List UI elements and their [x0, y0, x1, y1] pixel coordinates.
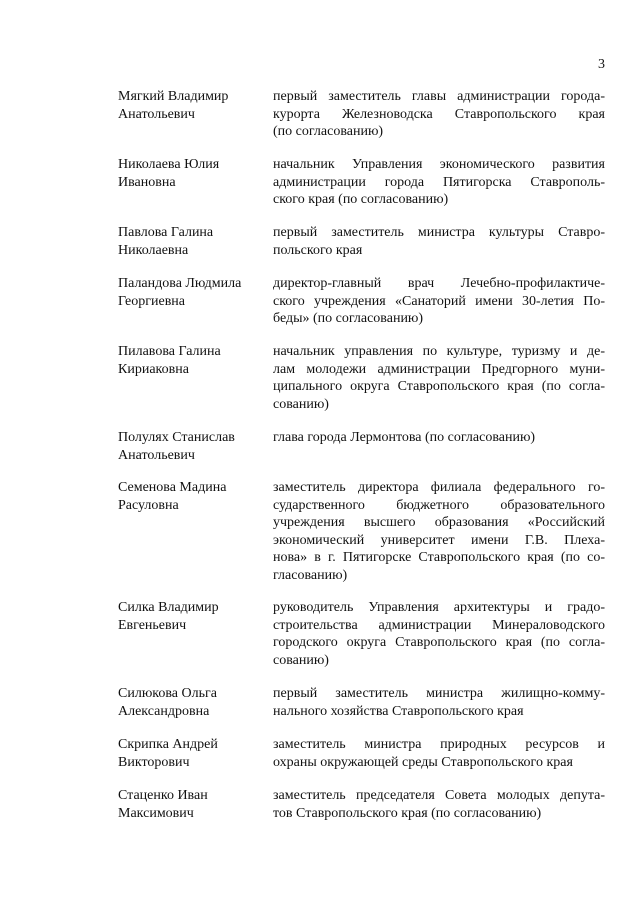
- member-name: [118, 429, 268, 464]
- position-line: заместитель директора филиала федерального го-: [273, 480, 605, 495]
- position-line: руководитель Управления архитектуры и градо-: [273, 600, 605, 615]
- position-line: сударственного бюджетного образовательного: [273, 497, 605, 513]
- position-line: сованию): [273, 396, 329, 412]
- member-patronymic: Евгеньевич: [118, 617, 187, 633]
- member-position: [273, 275, 605, 328]
- position-line: ского учреждения «Санаторий имени 30-летия По-: [273, 293, 605, 309]
- member-surname-firstname: Павлова Галина: [118, 225, 214, 240]
- list-item: [0, 224, 639, 275]
- list-item: [0, 429, 639, 479]
- member-patronymic: Анатольевич: [118, 447, 195, 463]
- position-line: директор-главный врач Лечебно-профилактиче-: [273, 276, 605, 291]
- member-name: [118, 156, 268, 191]
- member-name: [118, 685, 268, 720]
- position-line: ципального округа Ставропольского края (по согла-: [273, 379, 605, 394]
- member-name: [118, 787, 268, 822]
- member-surname-firstname: Николаева Юлия: [118, 157, 220, 172]
- member-name: [118, 736, 268, 771]
- list-item: [0, 736, 639, 787]
- member-patronymic: Максимович: [118, 805, 194, 821]
- member-name: [118, 275, 268, 310]
- member-position: [273, 343, 605, 413]
- member-name: [118, 599, 268, 634]
- member-position: [273, 224, 605, 259]
- member-surname-firstname: Силка Владимир: [118, 600, 219, 615]
- member-surname-firstname: Мягкий Владимир: [118, 89, 229, 104]
- member-list: [0, 88, 639, 827]
- member-surname-firstname: Пилавова Галина: [118, 344, 221, 359]
- member-patronymic: Ивановна: [118, 174, 176, 190]
- member-surname-firstname: Силюкова Ольга: [118, 686, 217, 701]
- member-position: [273, 599, 605, 669]
- position-line: учреждения высшего образования «Российский: [273, 515, 605, 530]
- member-name: [118, 224, 268, 259]
- position-line: администрации города Пятигорска Ставрополь-: [273, 174, 605, 190]
- member-surname-firstname: Паландова Людмила: [118, 276, 242, 291]
- member-patronymic: Расуловна: [118, 497, 179, 513]
- list-item: [0, 685, 639, 736]
- member-name: [118, 88, 268, 123]
- position-line: (по согласованию): [273, 124, 384, 139]
- member-position: [273, 429, 605, 447]
- list-item: [0, 787, 639, 827]
- position-line: нова» в г. Пятигорске Ставропольского края (по со-: [273, 550, 605, 565]
- position-line: первый заместитель главы администрации города-: [273, 89, 605, 104]
- list-item: [0, 88, 639, 156]
- list-item: [0, 156, 639, 224]
- member-surname-firstname: Полулях Станислав: [118, 430, 235, 445]
- position-line: ского края (по согласованию): [273, 192, 449, 207]
- member-surname-firstname: Семенова Мадина: [118, 480, 227, 495]
- position-line: нального хозяйства Ставропольского края: [273, 703, 524, 719]
- list-item: [0, 599, 639, 685]
- position-line: сованию): [273, 652, 329, 668]
- member-patronymic: Георгиевна: [118, 293, 186, 309]
- member-position: [273, 736, 605, 771]
- list-item: [0, 275, 639, 343]
- member-patronymic: Кириаковна: [118, 361, 189, 377]
- member-name: [118, 479, 268, 514]
- member-patronymic: Александровна: [118, 703, 210, 719]
- position-line: строительства администрации Минераловодского: [273, 617, 605, 633]
- position-line: первый заместитель министра жилищно-комму-: [273, 686, 605, 701]
- member-patronymic: Викторович: [118, 754, 190, 770]
- position-line: начальник управления по культуре, туризму и де-: [273, 344, 605, 359]
- position-line: польского края: [273, 242, 363, 258]
- member-position: [273, 685, 605, 720]
- position-line: глава города Лермонтова (по согласованию): [273, 430, 536, 445]
- page-number: 3: [598, 57, 605, 72]
- member-position: [273, 787, 605, 822]
- list-item: [0, 343, 639, 429]
- member-patronymic: Николаевна: [118, 242, 189, 258]
- position-line: лам молодежи администрации Предгорного муни-: [273, 361, 605, 377]
- member-patronymic: Анатольевич: [118, 106, 195, 122]
- position-line: охраны окружающей среды Ставропольского края: [273, 754, 573, 770]
- position-line: заместитель председателя Совета молодых депута-: [273, 788, 605, 803]
- member-position: [273, 156, 605, 209]
- position-line: городского округа Ставропольского края (по согла-: [273, 635, 605, 650]
- position-line: заместитель министра природных ресурсов и: [273, 737, 605, 752]
- position-line: курорта Железноводска Ставропольского края: [273, 106, 605, 122]
- member-position: [273, 479, 605, 584]
- position-line: экономический университет имени Г.В. Плеха-: [273, 532, 605, 548]
- member-surname-firstname: Стаценко Иван: [118, 788, 208, 803]
- list-item: [0, 479, 639, 599]
- member-surname-firstname: Скрипка Андрей: [118, 737, 218, 752]
- position-line: гласованию): [273, 567, 348, 583]
- position-line: начальник Управления экономического развития: [273, 157, 605, 172]
- position-line: первый заместитель министра культуры Ставро-: [273, 225, 605, 240]
- position-line: беды» (по согласованию): [273, 311, 424, 326]
- position-line: тов Ставропольского края (по согласованию): [273, 805, 542, 821]
- member-name: [118, 343, 268, 378]
- member-position: [273, 88, 605, 141]
